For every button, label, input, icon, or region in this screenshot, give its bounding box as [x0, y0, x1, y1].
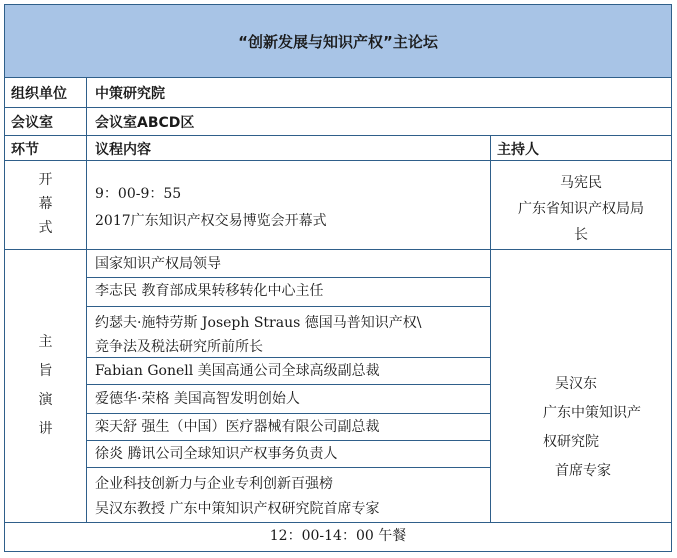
header-session: 环节	[11, 142, 39, 158]
table-title: “创新发展与知识产权”主论坛	[5, 5, 671, 77]
opening-session-label: 开 幕 式	[38, 172, 53, 236]
keynote-item: 企业科技创新力与企业专利创新百强榜 吴汉东教授 广东中策知识产权研究院首席专家	[95, 476, 380, 517]
header-agenda: 议程内容	[95, 142, 151, 158]
opening-content: 2017广东知识产权交易博览会开幕式	[95, 213, 327, 229]
lunch-row: 12：00-14：00 午餐	[269, 528, 407, 544]
keynote-item: 国家知识产权局领导	[95, 256, 221, 272]
agenda-table	[4, 4, 672, 552]
keynote-item: 徐炎 腾讯公司全球知识产权事务负责人	[95, 446, 338, 462]
keynote-item: 栾天舒 强生（中国）医疗器械有限公司副总裁	[95, 419, 380, 435]
keynote-host: 吴汉东 广东中策知识产 权研究院 首席专家	[543, 376, 641, 479]
header-host: 主持人	[497, 142, 539, 158]
room-label: 会议室	[11, 115, 53, 131]
keynote-item: 李志民 教育部成果转移转化中心主任	[95, 283, 324, 299]
keynote-item: 约瑟夫·施特劳斯 Joseph Straus 德国马普知识产权\ 竞争法及税法研究所前所长	[95, 315, 422, 355]
opening-time: 9：00-9：55	[95, 186, 182, 202]
org-label: 组织单位	[11, 86, 67, 102]
room-value: 会议室ABCD区	[95, 115, 195, 131]
keynote-item: Fabian Gonell 美国高通公司全球高级副总裁	[95, 363, 380, 379]
keynote-item: 爱德华·荣格 美国高智发明创始人	[95, 391, 300, 407]
keynote-session-label: 主 旨 演 讲	[38, 334, 53, 437]
opening-host: 马宪民 广东省知识产权局局 长	[518, 175, 644, 243]
org-value: 中策研究院	[95, 86, 165, 102]
